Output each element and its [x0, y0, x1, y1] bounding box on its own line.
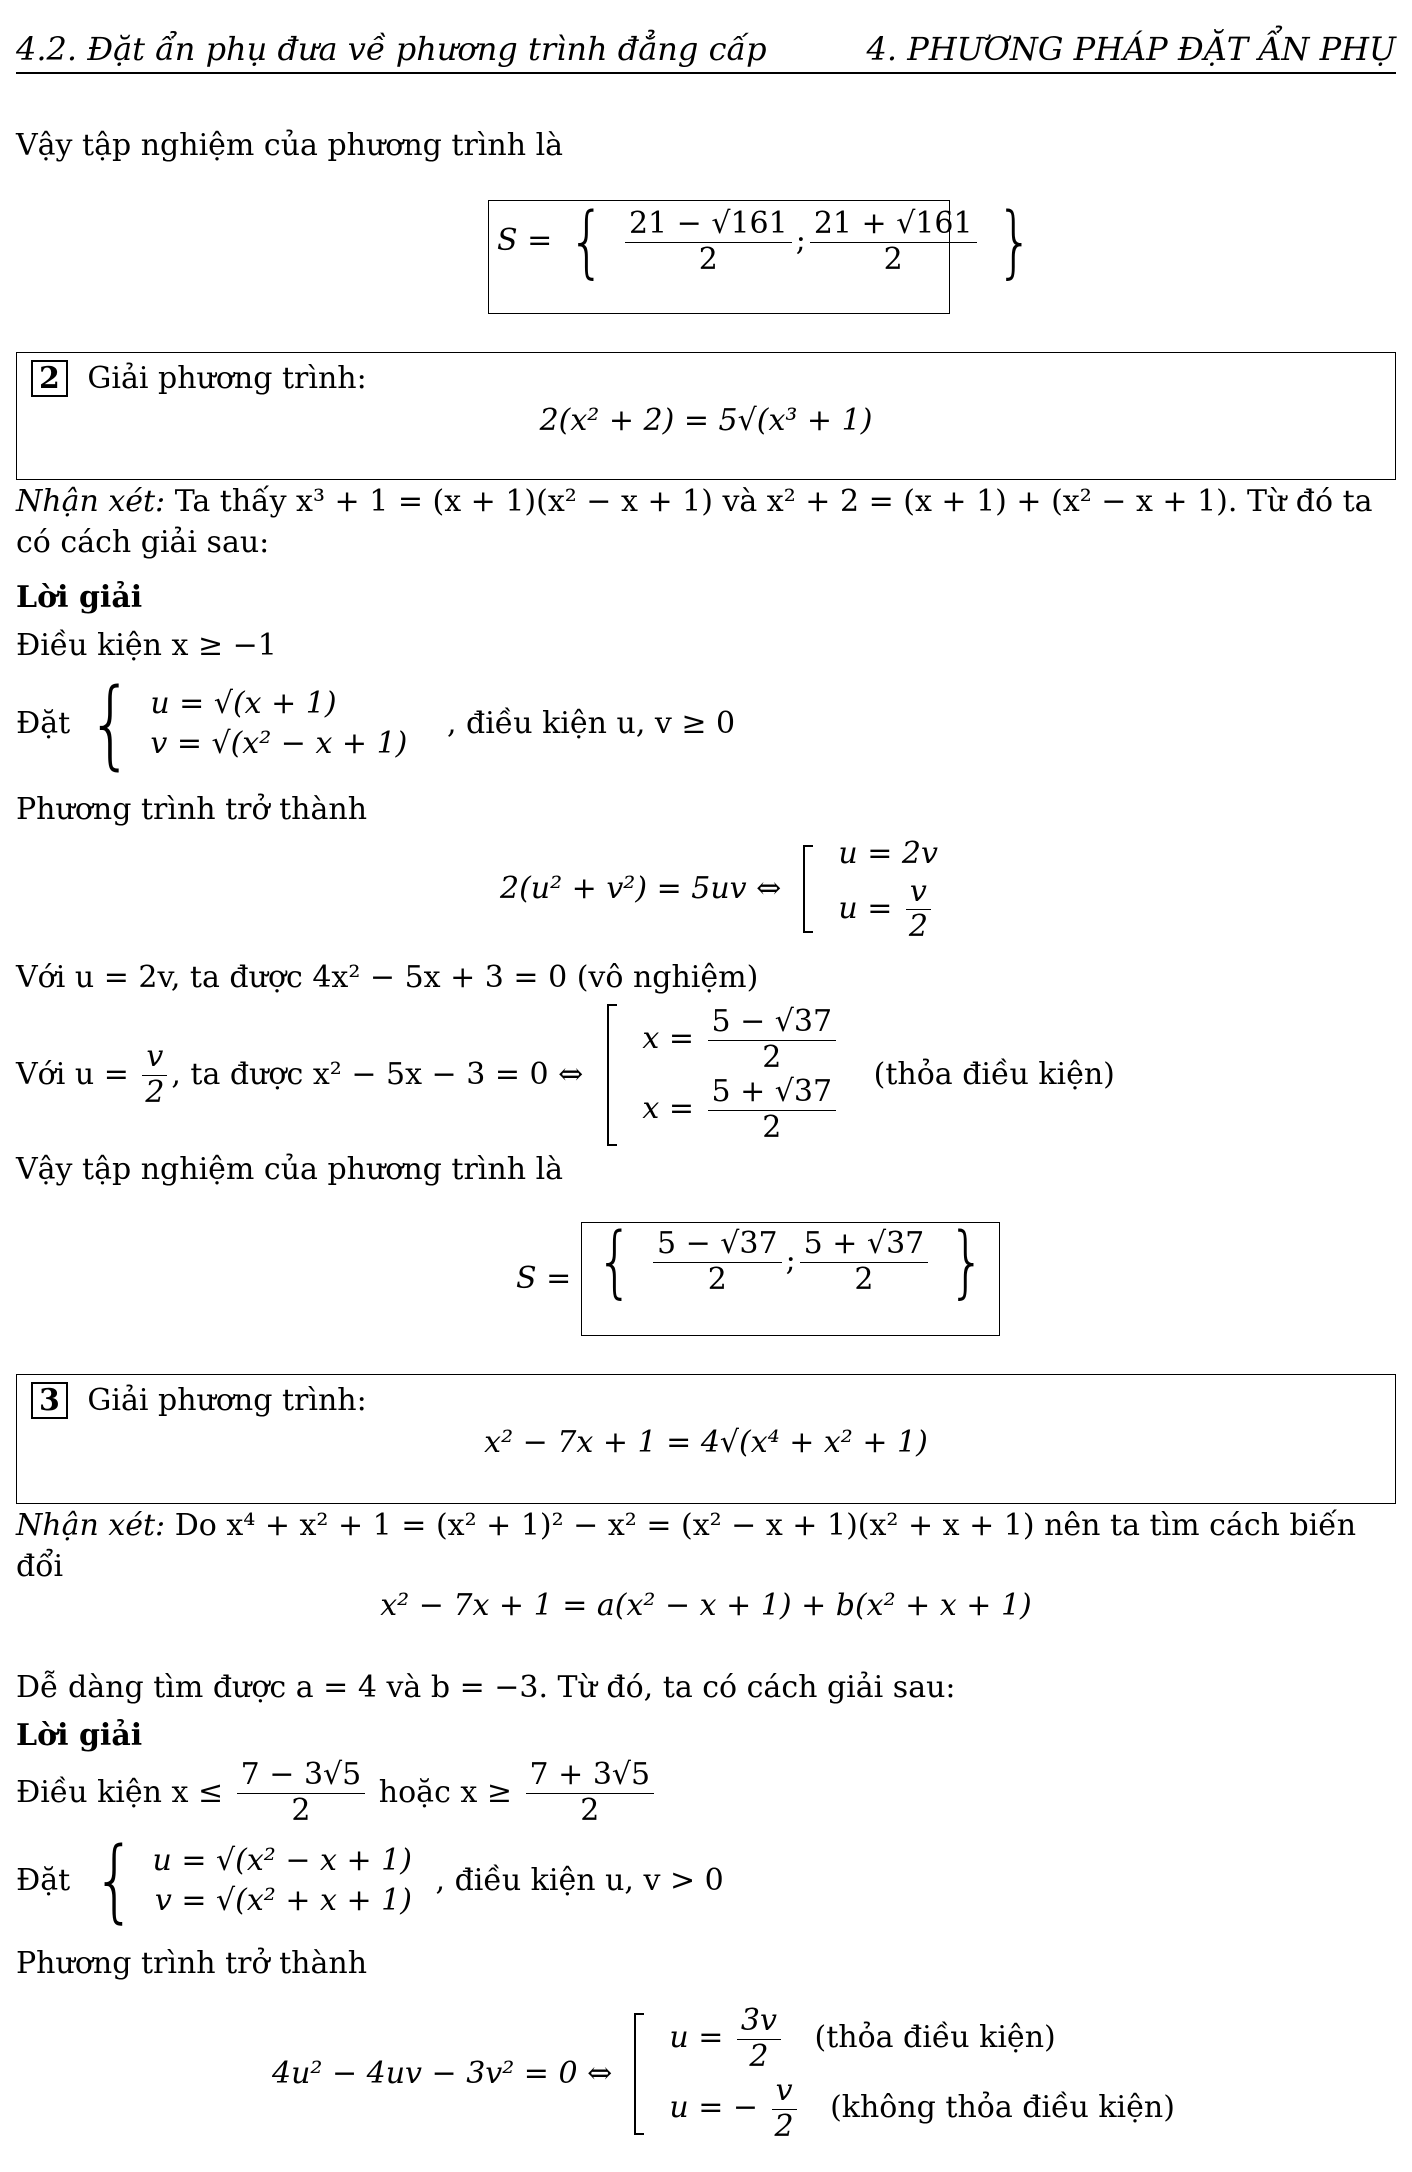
p3-problem-number: 3 — [31, 1382, 68, 1419]
p3-remark — [16, 1506, 1396, 1587]
page-header — [16, 28, 1396, 74]
frac-numerator: 7 − 3√5 — [237, 1758, 366, 1794]
bracket-icon — [634, 2013, 644, 2135]
p3-case-1-condition: (thỏa điều kiện) — [814, 2020, 1056, 2055]
p2-root-condition: (thỏa điều kiện) — [873, 1056, 1115, 1092]
frac-denominator: 2 — [908, 909, 928, 944]
p3-reduced-equation — [272, 2004, 1175, 2144]
p2-sub-u: u = √(x + 1) — [150, 685, 337, 721]
frac-numerator: 3v — [737, 2004, 781, 2040]
p2-remark-text: Ta thấy x³ + 1 = (x + 1)(x² − x + 1) và x² + 2 = (x + 1) + (x² − x + 1). Từ đó ta có cách giải sau: — [16, 484, 1373, 560]
p2-with-1: Với u = 2v, ta được 4x² − 5x + 3 = 0 (vô nghiệm) — [16, 960, 759, 995]
p2-case-1: u = 2v — [838, 836, 938, 871]
p3-substitution-cases — [153, 1841, 412, 1922]
p1-sol2-numerator: 21 + √161 — [810, 207, 977, 243]
p3-sub-v: v = √(x² + x + 1) — [154, 1883, 412, 1918]
frac-numerator: 5 + √37 — [708, 1075, 837, 1111]
frac-denominator: 2 — [291, 1792, 311, 1828]
p2-with-2-fraction — [142, 1040, 167, 1110]
p3-cond-a: Điều kiện x ≤ — [16, 1774, 224, 1810]
header-section-title: 4.2. Đặt ẩn phụ đưa về phương trình đẳng cấp — [16, 30, 767, 68]
p2-root-lhs: x = — [642, 1091, 694, 1126]
p1-sol1-denominator: 2 — [698, 241, 718, 277]
frac-numerator: 5 − √37 — [708, 1005, 837, 1041]
p2-root-2 — [708, 1075, 837, 1145]
left-brace-icon: { — [92, 1828, 136, 1933]
frac-numerator: 5 − √37 — [653, 1227, 782, 1263]
p2-root-1 — [708, 1005, 837, 1075]
p2-with-2 — [16, 1004, 1115, 1146]
right-brace-icon: } — [996, 197, 1034, 287]
p2-root-lhs: x = — [642, 1021, 694, 1056]
p2-solution-set — [516, 1217, 1000, 1336]
right-brace-icon: } — [948, 1217, 986, 1307]
frac-numerator: 7 + 3√5 — [526, 1758, 655, 1794]
p2-eq-cases — [838, 834, 938, 945]
p1-sol1-numerator: 21 − √161 — [625, 207, 792, 243]
p3-case-1-fraction — [737, 2004, 781, 2074]
p2-case-2-lhs: u = — [838, 890, 893, 926]
p2-substitution — [16, 668, 736, 780]
frac-denominator: 2 — [145, 1074, 165, 1110]
left-brace-icon: { — [567, 197, 606, 287]
p3-eq-cases — [669, 2004, 1175, 2144]
p3-solution-label: Lời giải — [16, 1718, 143, 1753]
left-brace-icon: { — [87, 668, 134, 780]
p3-cond-fraction-2 — [526, 1758, 655, 1828]
p3-sub-u: u = √(x² − x + 1) — [152, 1842, 412, 1878]
p2-solution-set-box: { $\frac{5 - √37}{2}$ ; $\frac{5 + √37}{2}$ } — [581, 1222, 1001, 1336]
p2-remark — [16, 482, 1396, 563]
p2-prompt: Giải phương trình: — [87, 361, 367, 396]
p1-set-label: S = — [497, 223, 553, 258]
p3-case-2-fraction — [772, 2074, 797, 2144]
p3-sub-condition: , điều kiện u, v > 0 — [435, 1862, 724, 1898]
p2-case-2-fraction — [906, 875, 931, 945]
frac-denominator: 2 — [707, 1261, 727, 1297]
p3-eq-lhs: 4u² − 4uv − 3v² = 0 ⇔ — [272, 2055, 613, 2091]
frac-numerator: v — [906, 875, 931, 911]
p2-problem-box — [16, 352, 1396, 480]
bracket-icon — [803, 845, 813, 933]
p2-set-word: Đặt — [16, 705, 71, 741]
p1-solution-2 — [810, 207, 977, 277]
p2-sub-condition: , điều kiện u, v ≥ 0 — [446, 705, 736, 741]
p2-problem-number: 2 — [31, 360, 68, 397]
p2-sub-v: v = √(x² − x + 1) — [150, 726, 408, 761]
frac-numerator: 5 + √37 — [800, 1227, 929, 1263]
p3-remark-label: Nhận xét: — [16, 1508, 166, 1543]
frac-denominator: 2 — [774, 2108, 794, 2144]
p2-equation: 2(x² + 2) = 5√(x³ + 1) — [539, 403, 873, 438]
p3-becomes: Phương trình trở thành — [16, 1946, 368, 1981]
p2-reduced-equation — [500, 834, 938, 945]
p1-conclusion: Vậy tập nghiệm của phương trình là — [16, 128, 564, 163]
p3-case-1-lhs: u = — [669, 2020, 724, 2055]
p3-easy: Dễ dàng tìm được a = 4 và b = −3. Từ đó, ta có cách giải sau: — [16, 1670, 956, 1705]
p1-solution-set-box: S = { $\frac{21 - √161}{2}$ ; $\frac{21 + √161}{2}$ } — [488, 200, 950, 314]
p2-with-2-a: Với u = — [16, 1056, 129, 1092]
p2-condition: Điều kiện x ≥ −1 — [16, 628, 277, 663]
p1-sol2-denominator: 2 — [883, 241, 903, 277]
p2-eq-lhs: 2(u² + v²) = 5uv ⇔ — [500, 871, 782, 906]
p2-substitution-cases — [150, 684, 407, 765]
frac-numerator: v — [142, 1040, 167, 1076]
p2-solution-1 — [653, 1227, 782, 1297]
p2-remark-label: Nhận xét: — [16, 484, 166, 519]
frac-denominator: 2 — [749, 2038, 769, 2074]
p2-solution-label: Lời giải — [16, 580, 143, 615]
p3-set-word: Đặt — [16, 1862, 71, 1898]
p3-transform: x² − 7x + 1 = a(x² − x + 1) + b(x² + x + 1) — [380, 1588, 1032, 1623]
frac-denominator: 2 — [762, 1039, 782, 1075]
frac-denominator: 2 — [580, 1792, 600, 1828]
p3-case-2-condition: (không thỏa điều kiện) — [830, 2090, 1175, 2125]
p3-equation: x² − 7x + 1 = 4√(x⁴ + x² + 1) — [484, 1425, 928, 1460]
p3-case-2-lhs: u = − — [669, 2090, 759, 2125]
p2-becomes: Phương trình trở thành — [16, 792, 368, 827]
p2-with-2-b: , ta được x² − 5x − 3 = 0 ⇔ — [171, 1056, 584, 1092]
p2-roots — [642, 1005, 840, 1145]
frac-denominator: 2 — [762, 1109, 782, 1145]
left-brace-icon: { — [595, 1217, 634, 1307]
p2-solution-2 — [800, 1227, 929, 1297]
header-chapter-title: 4. PHƯƠNG PHÁP ĐẶT ẨN PHỤ — [866, 30, 1396, 68]
frac-numerator: v — [772, 2074, 797, 2110]
frac-denominator: 2 — [854, 1261, 874, 1297]
p3-prompt: Giải phương trình: — [87, 1383, 367, 1418]
p3-condition — [16, 1758, 658, 1828]
p2-set-label: S = — [516, 1260, 572, 1296]
p3-cond-or: hoặc x ≥ — [378, 1774, 512, 1810]
p2-conclusion: Vậy tập nghiệm của phương trình là — [16, 1152, 564, 1187]
p3-cond-fraction-1 — [237, 1758, 366, 1828]
bracket-icon — [607, 1004, 617, 1146]
p1-solution-1 — [625, 207, 792, 277]
p3-substitution — [16, 1828, 724, 1933]
p3-problem-box — [16, 1374, 1396, 1504]
p3-remark-text: Do x⁴ + x² + 1 = (x² + 1)² − x² = (x² − x + 1)(x² + x + 1) nên ta tìm cách biến đổi — [16, 1508, 1357, 1584]
